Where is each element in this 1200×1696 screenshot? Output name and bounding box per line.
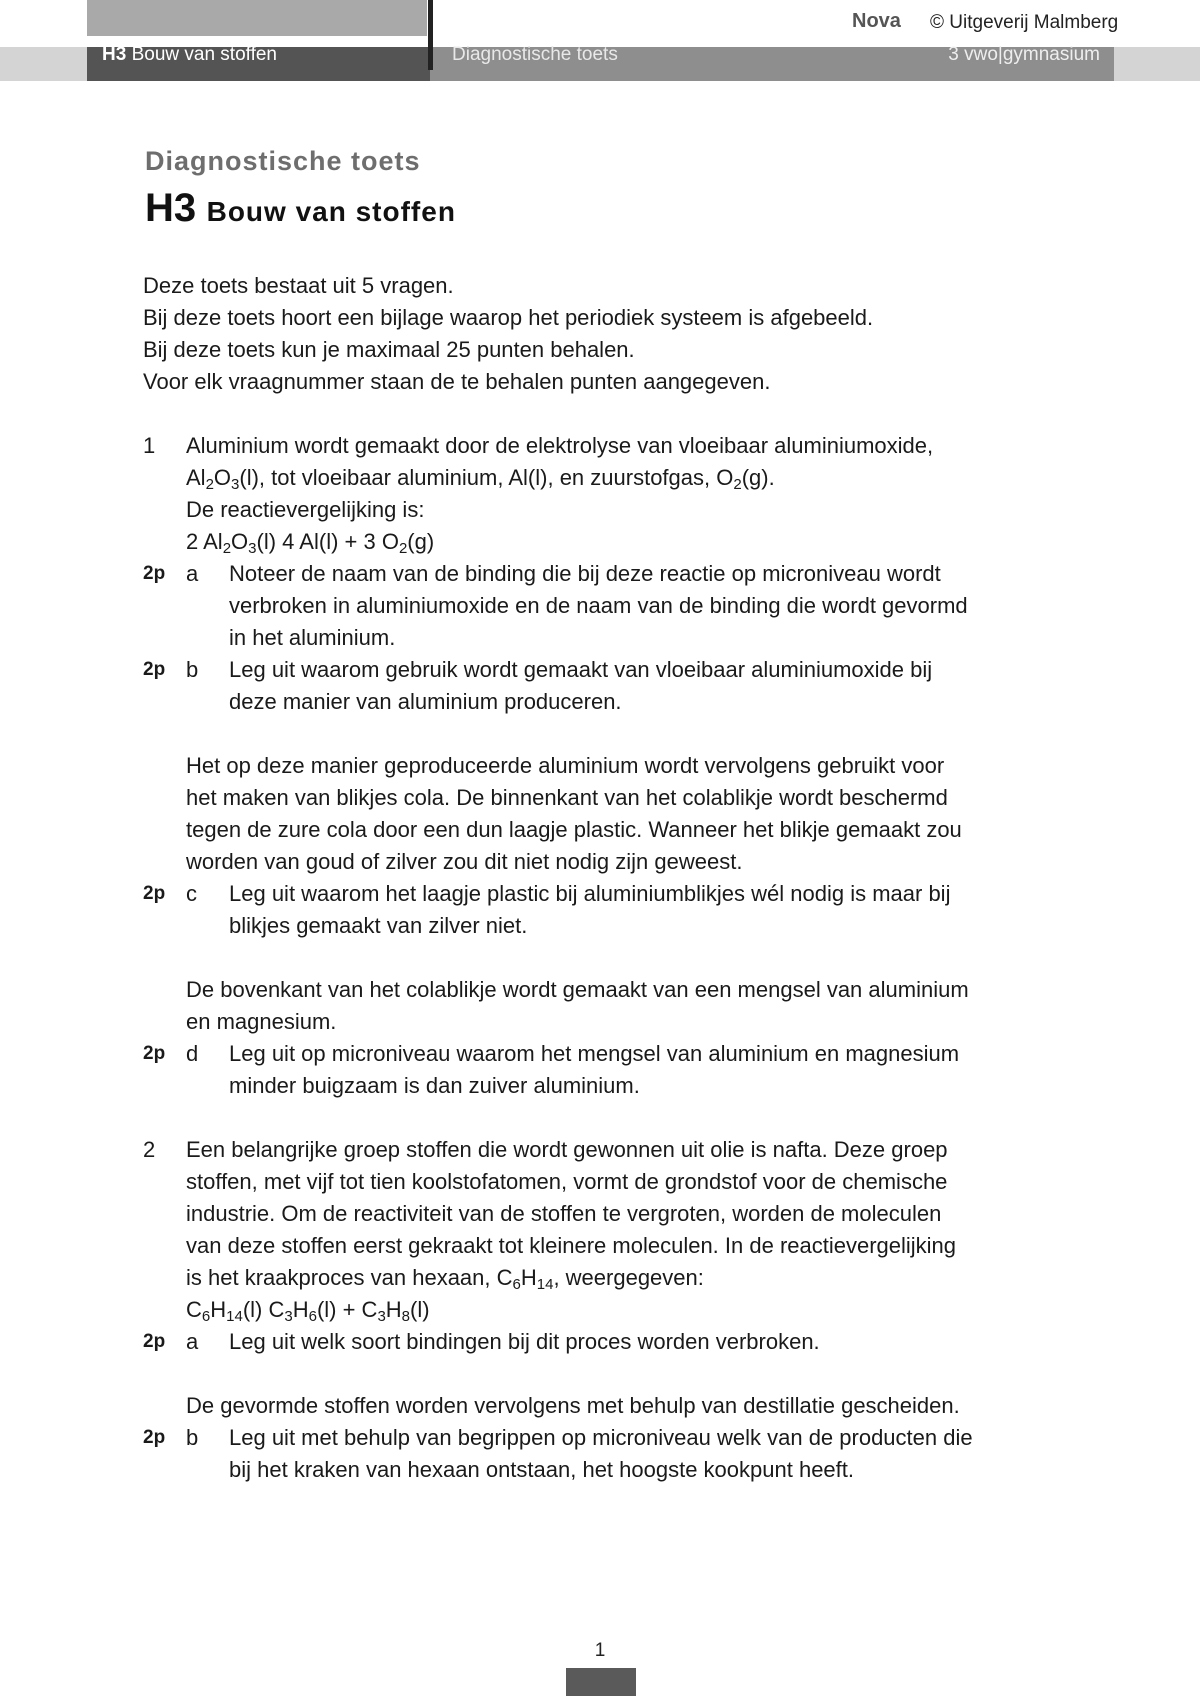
question-number: 1 — [143, 433, 156, 458]
question-text: Aluminium wordt gemaakt door de elektrolyse van vloeibaar aluminiumoxide, — [186, 433, 934, 458]
subquestion-letter: d — [186, 1041, 199, 1066]
question-formula-line: $Al_2O_3(l)$, tot vloeibaar aluminium, Al(l), en zuurstofgas, $O_2(g)$. — [186, 465, 775, 493]
reaction-equation: $C_6H_{14}(l) C_3H_6(l) + C_3H_8(l)$ — [186, 1297, 430, 1325]
question-formula-line: is het kraakproces van hexaan, $C_6H_{14}$, weergegeven: — [186, 1265, 704, 1293]
points-label: 2p — [143, 659, 166, 680]
intro-line: Bij deze toets kun je maximaal 25 punten behalen. — [143, 337, 635, 362]
subquestion-text: Leg uit waarom het laagje plastic bij aluminiumblikjes wél nodig is maar bij — [229, 881, 951, 906]
points-label: 2p — [143, 1427, 166, 1448]
page-number: 1 — [594, 1640, 606, 1661]
context-text: en magnesium. — [186, 1009, 337, 1034]
points-label: 2p — [143, 883, 166, 904]
subquestion-text: Leg uit welk soort bindingen bij dit proces worden verbroken. — [229, 1329, 820, 1354]
test-content — [0, 270, 1200, 1486]
points-label: 2p — [143, 1331, 166, 1352]
subquestion-text: Leg uit op microniveau waarom het mengsel van aluminium en magnesium — [229, 1041, 960, 1066]
context-text: De bovenkant van het colablikje wordt gemaakt van een mengsel van aluminium — [186, 977, 969, 1002]
question-text: stoffen, met vijf tot tien koolstofatomen, vormt de grondstof voor de chemische — [186, 1169, 948, 1194]
header-chapter-code: H3 — [102, 44, 127, 65]
points-label: 2p — [143, 1043, 166, 1064]
header-chapter-name: Bouw van stoffen — [131, 44, 277, 65]
intro-line: Bij deze toets hoort een bijlage waarop het periodiek systeem is afgebeeld. — [143, 305, 874, 330]
document-subtitle: Diagnostische toets — [145, 146, 421, 176]
subquestion-text: Leg uit waarom gebruik wordt gemaakt van vloeibaar aluminiumoxide bij — [229, 657, 933, 682]
subquestion-text: bij het kraken van hexaan ontstaan, het hoogste kookpunt heeft. — [229, 1457, 855, 1482]
subquestion-text: in het aluminium. — [229, 625, 396, 650]
question-text: Een belangrijke groep stoffen die wordt gewonnen uit olie is nafta. Deze groep — [186, 1137, 948, 1162]
question-text: van deze stoffen eerst gekraakt tot kleinere moleculen. In de reactievergelijking — [186, 1233, 957, 1258]
subquestion-text: verbroken in aluminiumoxide en de naam van de binding die wordt gevormd — [229, 593, 968, 618]
header-brand: Nova — [852, 10, 901, 32]
context-text: De gevormde stoffen worden vervolgens met behulp van destillatie gescheiden. — [186, 1393, 960, 1418]
subquestion-letter: c — [186, 881, 197, 906]
question-number: 2 — [143, 1137, 156, 1162]
intro-line: Voor elk vraagnummer staan de te behalen punten aangegeven. — [143, 369, 771, 394]
subquestion-letter: b — [186, 657, 199, 682]
title-chapter-name: Bouw van stoffen — [206, 196, 456, 227]
context-text: Het op deze manier geproduceerde aluminium wordt vervolgens gebruikt voor — [186, 753, 945, 778]
header-level: 3 vwo|gymnasium — [948, 44, 1100, 65]
subquestion-letter: a — [186, 1329, 199, 1354]
context-text: tegen de zure cola door een dun laagje plastic. Wanneer het blikje gemaakt zou — [186, 817, 962, 842]
footer-tab — [566, 1668, 636, 1696]
subquestion-letter: b — [186, 1425, 199, 1450]
header-section: Diagnostische toets — [452, 44, 618, 65]
header-publisher: © Uitgeverij Malmberg — [930, 12, 1119, 33]
header-chapter — [102, 44, 277, 66]
question-text: industrie. Om de reactiviteit van de stoffen te vergroten, worden de moleculen — [186, 1201, 942, 1226]
intro-line: Deze toets bestaat uit 5 vragen. — [143, 273, 454, 298]
context-text: het maken van blikjes cola. De binnenkant van het colablikje wordt beschermd — [186, 785, 948, 810]
question-text: De reactievergelijking is: — [186, 497, 425, 522]
points-label: 2p — [143, 563, 166, 584]
subquestion-letter: a — [186, 561, 199, 586]
subquestion-text: minder buigzaam is dan zuiver aluminium. — [229, 1073, 640, 1098]
subquestion-text: deze manier van aluminium produceren. — [229, 689, 622, 714]
subquestion-text: Leg uit met behulp van begrippen op microniveau welk van de producten die — [229, 1425, 973, 1450]
header-divider — [428, 0, 433, 70]
subquestion-text: blikjes gemaakt van zilver niet. — [229, 913, 528, 938]
reaction-equation: 2 $Al_2O_3(l)$ 4 Al(l) + 3 $O_2(g)$ — [186, 529, 435, 557]
title-chapter-code: H3 — [145, 186, 197, 230]
subquestion-text: Noteer de naam van de binding die bij deze reactie op microniveau wordt — [229, 561, 941, 586]
header-top-tab — [87, 0, 427, 36]
context-text: worden van goud of zilver zou dit niet nodig zijn geweest. — [186, 849, 743, 874]
document-title — [145, 186, 456, 231]
